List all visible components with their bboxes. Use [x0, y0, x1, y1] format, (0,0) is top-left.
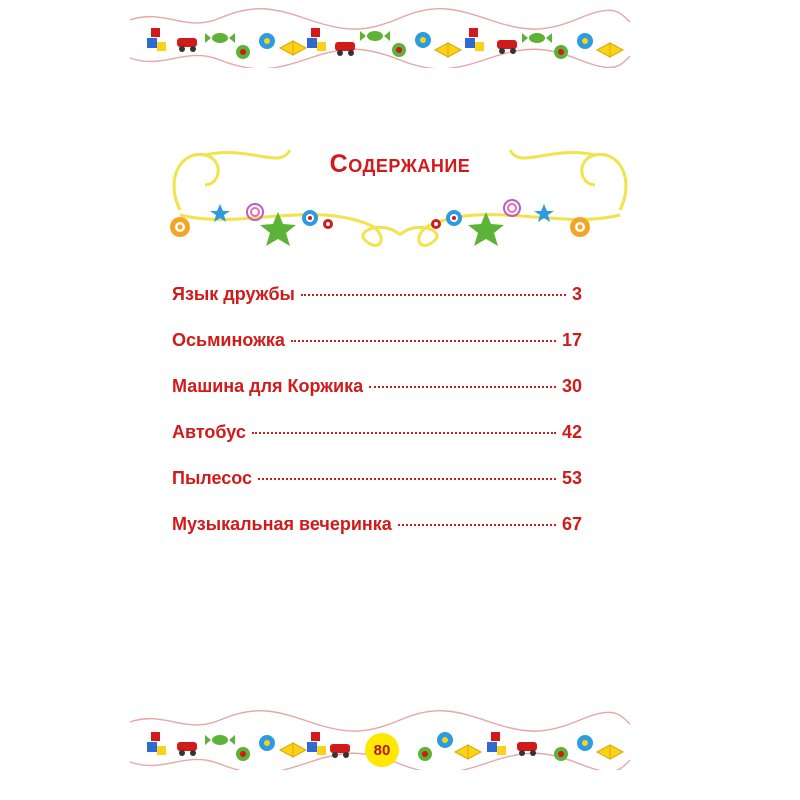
- dot-leader: [252, 432, 556, 434]
- car-icon: [335, 42, 355, 56]
- bow-icon: [597, 43, 623, 57]
- toc-entry-page: 67: [561, 514, 582, 534]
- bow-icon: [435, 43, 461, 57]
- toc-entry-title: Автобус: [172, 422, 246, 442]
- candy-icon: [360, 31, 390, 41]
- dot-leader: [301, 294, 566, 296]
- toc-entry-page: 30: [561, 376, 582, 396]
- blocks-icon: [307, 28, 326, 51]
- top-toy-border: [125, 8, 635, 68]
- car-icon: [177, 742, 197, 756]
- dot-leader: [369, 386, 556, 388]
- dot-leader: [291, 340, 556, 342]
- toc-entry[interactable]: [172, 422, 582, 468]
- candy-icon: [205, 735, 235, 745]
- candy-icon: [522, 33, 552, 43]
- toc-entry-title: Пылесос: [172, 468, 253, 488]
- toc-entry-title: Язык дружбы: [172, 284, 295, 304]
- bow-icon: [597, 745, 623, 759]
- car-icon: [177, 38, 197, 52]
- bow-icon: [455, 745, 481, 759]
- bow-icon: [280, 41, 306, 55]
- toc-entry[interactable]: [172, 284, 582, 330]
- toc-entry[interactable]: [172, 514, 582, 560]
- toc-entry-title: Машина для Коржика: [172, 376, 364, 396]
- lollipop-icon: [431, 210, 462, 229]
- blocks-icon: [307, 732, 326, 755]
- lollipop-icon: [170, 217, 190, 237]
- candy-icon: [205, 33, 235, 43]
- lollipop-icon: [570, 217, 590, 237]
- toc-entry-page: 42: [561, 422, 582, 442]
- flower-icon: [577, 735, 593, 751]
- car-icon: [497, 40, 517, 54]
- lollipop-icon: [302, 210, 333, 229]
- blocks-icon: [465, 28, 484, 51]
- blocks-icon: [147, 732, 166, 755]
- toc-entry-page: 17: [561, 330, 582, 350]
- dot-leader: [258, 478, 556, 480]
- blocks-icon: [487, 732, 506, 755]
- page-number-badge: 80: [365, 733, 399, 767]
- flower-icon: [437, 732, 453, 748]
- table-of-contents: [172, 284, 582, 560]
- flower-icon: [259, 33, 275, 49]
- toc-entry[interactable]: [172, 468, 582, 514]
- blocks-icon: [147, 28, 166, 51]
- toc-entry-page: 3: [571, 284, 582, 304]
- toc-entry-title: Осьминожка: [172, 330, 285, 350]
- toc-entry-title: Музыкальная вечеринка: [172, 514, 392, 534]
- toc-entry-page: 53: [561, 468, 582, 488]
- flower-icon: [415, 32, 431, 48]
- dot-leader: [398, 524, 556, 526]
- flower-icon: [577, 33, 593, 49]
- toc-entry[interactable]: [172, 330, 582, 376]
- bow-icon: [280, 743, 306, 757]
- page-title: Содержание: [329, 150, 471, 178]
- lollipop-icon: [504, 200, 520, 216]
- star-icon: [468, 212, 504, 246]
- car-icon: [330, 744, 350, 758]
- toc-entry[interactable]: [172, 376, 582, 422]
- flower-icon: [259, 735, 275, 751]
